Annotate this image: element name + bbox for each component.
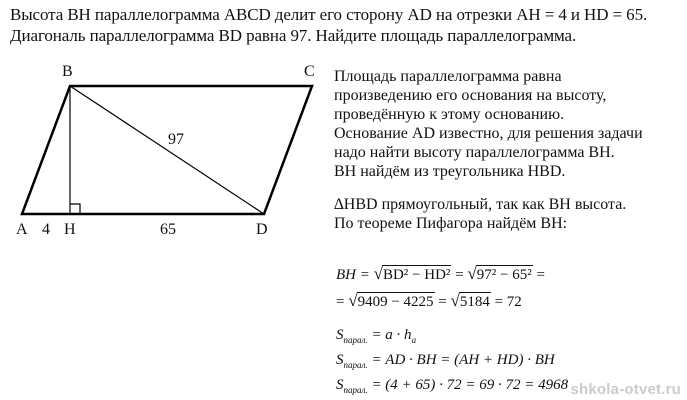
radical-bd-hd: BD² − HD²	[382, 267, 451, 283]
formula-bh-lhs: BH =	[336, 267, 370, 283]
formula-area-result: = (4 + 65) · 72 = 69 · 72 = 4968	[371, 377, 569, 393]
problem-line-1: Высота BH параллелограмма ABCD делит его сторону AD на отрезки AH = 4 и HD = 65.	[10, 5, 648, 24]
radical-9409-4225: 9409 − 4225	[357, 294, 434, 310]
solution-line-4: Основание AD известно, для решения задачи	[334, 125, 643, 142]
problem-statement	[10, 4, 682, 46]
label-a: A	[16, 221, 28, 238]
solution-line-3: проведённую к этому основанию.	[334, 106, 565, 123]
label-hd: 65	[160, 221, 176, 238]
label-bd: 97	[168, 131, 184, 148]
formula-s-sub-3: парал.	[343, 385, 368, 395]
formula-eq: =	[455, 267, 464, 283]
parallelogram-figure	[0, 60, 330, 245]
solution-line-7: ∆HBD прямоугольный, так как BH высота.	[334, 196, 627, 213]
formula-area-1: $S_{парал.} = a \cdot h_a$	[336, 327, 417, 345]
problem-line-2: Диагональ параллелограмма BD равна 97. Найдите площадь параллелограмма.	[10, 26, 577, 45]
formula-eq-mid: =	[438, 294, 447, 310]
formula-area-3: $S_{парал.} = (4 + 65) \cdot 72 = 69 \cdot 72 = 4968$	[336, 377, 569, 395]
parallelogram-drawing	[0, 60, 330, 245]
solution-line-1: Площадь параллелограмма равна	[334, 68, 562, 85]
formula-area-2: $S_{парал.}$ = AD · BH = (AH + HD) · BH	[336, 352, 555, 370]
solution-line-2: произведению его основания на высоту,	[334, 87, 607, 104]
solution-line-6: BH найдём из треугольника HBD.	[334, 163, 566, 180]
label-ah: 4	[42, 221, 50, 238]
solution-line-5: надо найти высоту параллелограмма BH.	[334, 144, 615, 161]
radical-5184: 5184	[459, 294, 490, 310]
label-b: B	[62, 63, 73, 80]
formula-eq-start: =	[336, 294, 345, 310]
formula-bh-1: BH = √BD² − HD² = √97² − 65² =	[336, 264, 545, 283]
formula-area-ad-bh: = AD · BH = (AH + HD) · BH	[371, 352, 555, 368]
formula-result-72: = 72	[494, 294, 522, 310]
formula-eq-end: =	[536, 267, 545, 283]
formula-s-sub-2: парал.	[343, 360, 368, 370]
diagonal-bd	[70, 86, 264, 214]
formula-s-sub: парал.	[343, 335, 368, 345]
formula-h-sub: a	[411, 335, 417, 345]
formula-area-a-h: = a · h	[371, 327, 412, 343]
solution-line-8: По теореме Пифагора найдём BH:	[334, 215, 568, 232]
radical-97-65: 97² − 65²	[476, 267, 532, 283]
solution-text	[334, 67, 679, 233]
right-angle-mark	[70, 204, 80, 214]
label-c: C	[304, 63, 315, 80]
formula-bh-2: = √9409 − 4225 = √5184 = 72	[336, 291, 522, 310]
label-h: H	[64, 221, 76, 238]
label-d: D	[256, 221, 268, 238]
watermark: shkola-otvet.ru	[570, 381, 681, 398]
